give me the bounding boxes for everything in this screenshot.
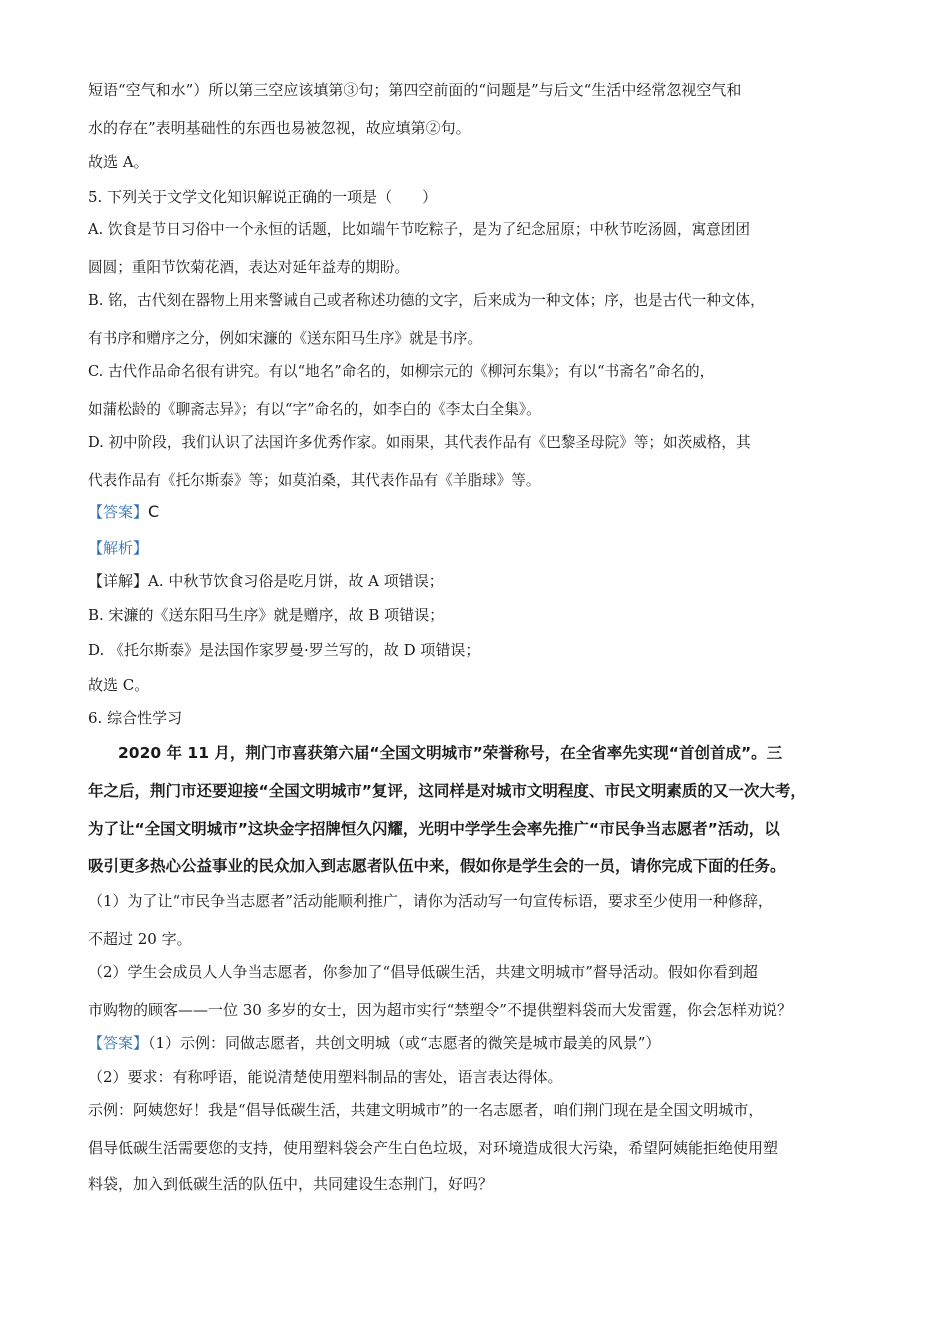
answer-line bbox=[88, 502, 868, 522]
question-5-stem: 5. 下列关于文学文化知识解说正确的一项是（ ） bbox=[88, 188, 438, 206]
detail-line: B. 宋濂的《送东阳马生序》就是赠序，故 B 项错误； bbox=[88, 606, 445, 624]
option-a-line-2: 圆圆；重阳节饮菊花酒，表达对延年益寿的期盼。 bbox=[88, 259, 410, 276]
text-line: 故选 A。 bbox=[88, 153, 149, 171]
text-line: 短语“空气和水”）所以第三空应该填第③句；第四空前面的“问题是”与后文“生活中经常忽视空气和 bbox=[88, 81, 742, 99]
option-b-line-1: B. 铭，古代刻在器物上用来警诫自己或者称述功德的文字，后来成为一种文体；序，也是古代一种文体， bbox=[88, 292, 765, 309]
option-a-line-1: A. 饮食是节日习俗中一个永恒的话题，比如端午节吃粽子，是为了纪念屈原；中秋节吃汤圆，寓意团团 bbox=[88, 221, 750, 238]
detail-line: D. 《托尔斯泰》是法国作家罗曼·罗兰写的，故 D 项错误； bbox=[88, 641, 481, 659]
option-d-line-2: 代表作品有《托尔斯泰》等；如莫泊桑，其代表作品有《羊脂球》等。 bbox=[88, 472, 541, 489]
example-line: 料袋，加入到低碳生活的队伍中，共同建设生态荆门，好吗？ bbox=[88, 1175, 494, 1193]
example-line: 示例：阿姨您好！我是“倡导低碳生活，共建文明城市”的一名志愿者，咱们荆门现在是全国文明城市， bbox=[88, 1101, 764, 1119]
detail-tag: 【详解】 bbox=[88, 572, 149, 590]
task-2-line-1: （2）学生会成员人人争当志愿者，你参加了“倡导低碳生活，共建文明城市”督导活动。假如你看到超 bbox=[88, 963, 758, 981]
answer-line: （2）要求：有称呼语，能说清楚使用塑料制品的害处，语言表达得体。 bbox=[88, 1068, 563, 1086]
task-1-line-2: 不超过 20 字。 bbox=[88, 930, 192, 948]
option-b-line-2: 有书序和赠序之分，例如宋濂的《送东阳马生序》就是书序。 bbox=[88, 330, 483, 347]
task-1-line-1: （1）为了让“市民争当志愿者”活动能顺利推广，请你为活动写一句宣传标语，要求至少使用一种修辞， bbox=[88, 892, 773, 910]
question-6-stem: 6. 综合性学习 bbox=[88, 709, 183, 727]
answer-tag: 【答案】 bbox=[88, 503, 149, 521]
option-d-line-1: D. 初中阶段，我们认识了法国许多优秀作家。如雨果，其代表作品有《巴黎圣母院》等；如茨威格，其 bbox=[88, 434, 751, 451]
answer-tag: 【答案】 bbox=[88, 1034, 149, 1052]
task-2-line-2: 市购物的顾客——一位 30 多岁的女士，因为超市实行“禁塑令”不提供塑料袋而大发雷霆，你会怎样劝说？ bbox=[88, 1001, 792, 1019]
answer-line bbox=[88, 1033, 868, 1053]
passage-line: 吸引更多热心公益事业的民众加入到志愿者队伍中来，假如你是学生会的一员，请你完成下面的任务。 bbox=[88, 857, 786, 875]
text-line: 水的存在”表明基础性的东西也易被忽视，故应填第②句。 bbox=[88, 119, 471, 137]
passage-line: 2020 年 11 月，荆门市喜获第六届“全国文明城市”荣誉称号，在全省率先实现“首创首成”。三 bbox=[118, 744, 783, 762]
example-line: 倡导低碳生活需要您的支持，使用塑料袋会产生白色垃圾，对环境造成很大污染，希望阿姨能拒绝使用塑 bbox=[88, 1139, 779, 1157]
passage-line: 年之后，荆门市还要迎接“全国文明城市”复评，这同样是对城市文明程度、市民文明素质的又一次大考， bbox=[88, 782, 806, 800]
conclusion-line: 故选 C。 bbox=[88, 676, 150, 694]
detail-line bbox=[88, 571, 868, 591]
analysis-tag: 【解析】 bbox=[88, 539, 149, 557]
passage-line: 为了让“全国文明城市”这块金字招牌恒久闪耀，光明中学学生会率先推广“市民争当志愿者”活动，以 bbox=[88, 820, 780, 838]
option-c-line-1: C. 古代作品命名很有讲究。有以“地名”命名的，如柳宗元的《柳河东集》；有以“书斋名”命名的， bbox=[88, 363, 715, 380]
answer-value: C bbox=[148, 502, 160, 521]
option-c-line-2: 如蒲松龄的《聊斋志异》；有以“字”命名的，如李白的《李太白全集》。 bbox=[88, 401, 541, 418]
answer-text: （1）示例：同做志愿者，共创文明城（或“志愿者的微笑是城市最美的风景”） bbox=[148, 1034, 661, 1052]
detail-text: A. 中秋节饮食习俗是吃月饼，故 A 项错误； bbox=[148, 572, 444, 590]
